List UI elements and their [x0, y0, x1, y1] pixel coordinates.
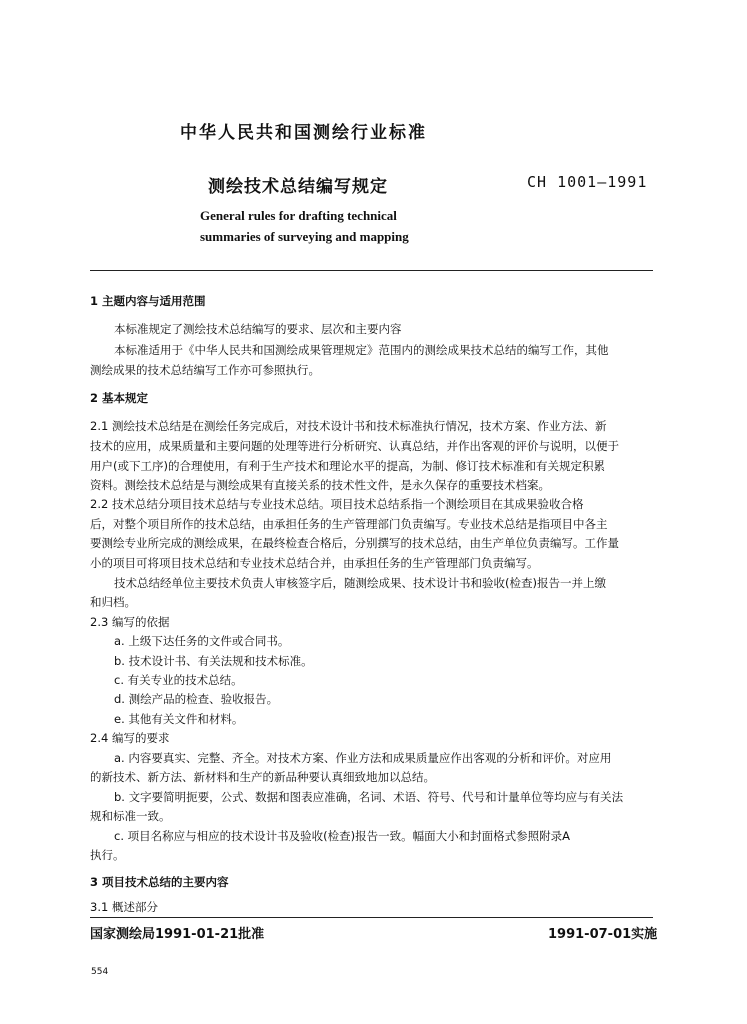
clause-2-2-paragraph-b-line-1: 技术总结经单位主要技术负责人审核签字后，随测绘成果、技术设计书和验收(检查)报告一并上缴: [114, 576, 606, 590]
section-3-heading: 3 项目技术总结的主要内容: [90, 875, 229, 889]
list-item: b. 技术设计书、有关法规和技术标准。: [114, 654, 313, 668]
effective-date: 1991-07-01实施: [548, 927, 658, 942]
section-1-paragraph-2-line-1: 本标准适用于《中华人民共和国测绘成果管理规定》范围内的测绘成果技术总结的编写工作，其他: [114, 343, 609, 357]
clause-2-2-line-4: 小的项目可将项目技术总结和专业技术总结合并，由承担任务的生产管理部门负责编写。: [90, 556, 539, 570]
clause-2-2-line-2: 后，对整个项目所作的技术总结，由承担任务的生产管理部门负责编写。专业技术总结是指项目中各主: [90, 517, 608, 531]
header-divider: [90, 270, 653, 271]
clause-2-2-paragraph-b-line-2: 和归档。: [90, 595, 136, 609]
section-1-paragraph-1: 本标准规定了测绘技术总结编写的要求、层次和主要内容: [114, 322, 402, 336]
list-item: d. 测绘产品的检查、验收报告。: [114, 692, 279, 706]
standard-code: CH 1001—1991: [527, 173, 648, 191]
approval-date: 国家测绘局1991-01-21批准: [90, 927, 265, 942]
footer-divider: [90, 917, 653, 918]
clause-2-3-heading: 2.3 编写的依据: [90, 615, 170, 629]
english-title-line-1: General rules for drafting technical: [200, 208, 397, 223]
list-item: e. 其他有关文件和材料。: [114, 712, 244, 726]
clause-2-2-line-1: 2.2 技术总结分项目技术总结与专业技术总结。项目技术总结系指一个测绘项目在其成果验收合格: [90, 497, 584, 511]
clause-2-4-c-line-1: c. 项目名称应与相应的技术设计书及验收(检查)报告一致。幅面大小和封面格式参照附录A: [114, 829, 570, 843]
clause-2-4-a-line-1: a. 内容要真实、完整、齐全。对技术方案、作业方法和成果质量应作出客观的分析和评价。对应用: [114, 751, 612, 765]
section-1-heading: 1 主题内容与适用范围: [90, 294, 206, 308]
section-2-heading: 2 基本规定: [90, 391, 149, 405]
clause-2-4-b-line-2: 规和标准一致。: [90, 809, 171, 823]
clause-2-1-line-1: 2.1 测绘技术总结是在测绘任务完成后，对技术设计书和技术标准执行情况，技术方案、作业方法、新: [90, 419, 607, 433]
section-1-paragraph-2-line-2: 测绘成果的技术总结编写工作亦可参照执行。: [90, 363, 320, 377]
list-item: c. 有关专业的技术总结。: [114, 673, 243, 687]
clause-2-4-a-line-2: 的新技术、新方法、新材料和生产的新品种要认真细致地加以总结。: [90, 770, 435, 784]
clause-2-1-line-4: 资料。测绘技术总结是与测绘成果有直接关系的技术性文件，是永久保存的重要技术档案。: [90, 478, 550, 492]
english-title-line-2: summaries of surveying and mapping: [200, 229, 409, 244]
clause-2-4-b-line-1: b. 文字要简明扼要，公式、数据和图表应准确，名词、术语、符号、代号和计量单位等均应与有关法: [114, 790, 624, 804]
standard-organization: 中华人民共和国测绘行业标准: [180, 123, 427, 143]
page-number: 554: [91, 967, 109, 977]
clause-2-4-heading: 2.4 编写的要求: [90, 731, 170, 745]
document-title: 测绘技术总结编写规定: [208, 177, 388, 197]
clause-2-1-line-3: 用户(或下工序)的合理使用，有利于生产技术和理论水平的提高，为制、修订技术标准和有关规定积累: [90, 459, 605, 473]
clause-2-1-line-2: 技术的应用，成果质量和主要问题的处理等进行分析研究、认真总结，并作出客观的评价与说明，以便于: [90, 439, 619, 453]
clause-2-4-c-line-2: 执行。: [90, 848, 125, 862]
clause-2-2-line-3: 要测绘专业所完成的测绘成果，在最终检查合格后，分别撰写的技术总结，由生产单位负责编写。工作量: [90, 536, 619, 550]
list-item: a. 上级下达任务的文件或合同书。: [114, 634, 290, 648]
clause-3-1-heading: 3.1 概述部分: [90, 900, 158, 914]
